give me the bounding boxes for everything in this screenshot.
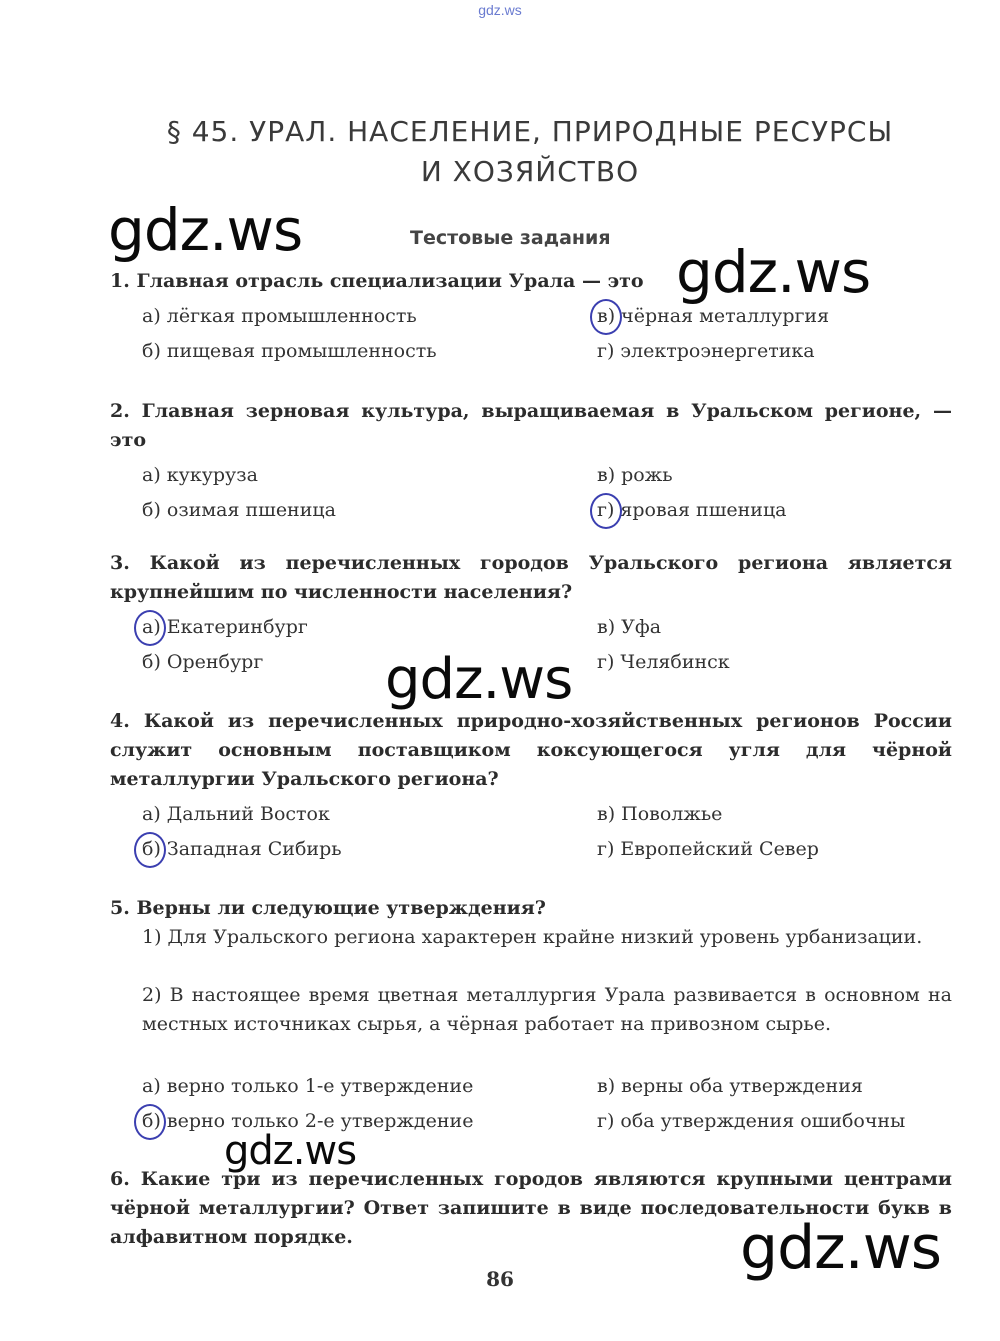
option-3g[interactable]: г) Челябинск [597, 651, 730, 673]
option-4a[interactable]: а) Дальний Восток [142, 803, 330, 825]
option-2b[interactable]: б) озимая пшеница [142, 499, 336, 521]
watermark: gdz.ws [108, 196, 303, 264]
page-number: 86 [486, 1267, 514, 1291]
question-2: 2. Главная зерновая культура, выращиваемая в Уральском регионе, — это [110, 400, 952, 451]
question-1: 1. Главная отрасль специализации Урала — это [110, 270, 644, 292]
option-3v[interactable]: в) Уфа [597, 616, 662, 638]
option-4v[interactable]: в) Поволжье [597, 803, 723, 825]
top-watermark: gdz.ws [478, 2, 522, 18]
title-line-2: И ХОЗЯЙСТВО [420, 155, 640, 188]
option-4g[interactable]: г) Европейский Север [597, 838, 819, 860]
option-1g[interactable]: г) электроэнергетика [597, 340, 815, 362]
option-3a[interactable]: а) Екатеринбург [142, 616, 308, 638]
question-4: 4. Какой из перечисленных природно-хозяйственных регионов России служит основным поставщиком коксующегося угля для чёрной металлургии Уральского региона? [110, 710, 952, 790]
option-1a[interactable]: а) лёгкая промышленность [142, 305, 417, 327]
watermark: gdz.ws [676, 238, 871, 306]
question-6: 6. Какие три из перечисленных городов являются крупными центрами чёрной металлургии? Ответ запишите в виде последовательности букв в алфавитном порядке. [110, 1168, 952, 1248]
option-3b[interactable]: б) Оренбург [142, 651, 264, 673]
answer-circle-mark [134, 832, 166, 868]
title-line-1: § 45. УРАЛ. НАСЕЛЕНИЕ, ПРИРОДНЫЕ РЕСУРСЫ [166, 115, 894, 148]
option-5b[interactable]: б) верно только 2-е утверждение [142, 1110, 474, 1132]
question-3: 3. Какой из перечисленных городов Уральского региона является крупнейшим по численности населения? [110, 552, 952, 603]
page-title [100, 112, 960, 192]
option-1b[interactable]: б) пищевая промышленность [142, 340, 437, 362]
statement-1: 1) Для Уральского региона характерен крайне низкий уровень урбанизации. [142, 926, 923, 948]
statement-2: 2) В настоящее время цветная металлургия Урала развивается в основном на местных источниках сырья, а чёрная работает на привозном сырье. [142, 984, 952, 1035]
answer-circle-mark [590, 493, 622, 529]
answer-circle-mark [590, 299, 622, 335]
answer-circle-mark [134, 610, 166, 646]
option-5g[interactable]: г) оба утверждения ошибочны [597, 1110, 906, 1132]
option-2v[interactable]: в) рожь [597, 464, 673, 486]
option-2a[interactable]: а) кукуруза [142, 464, 258, 486]
option-4b[interactable]: б) Западная Сибирь [142, 838, 342, 860]
section-subtitle: Тестовые задания [410, 227, 611, 249]
option-1v[interactable]: в) чёрная металлургия [597, 305, 830, 327]
question-5: 5. Верны ли следующие утверждения? [110, 897, 546, 919]
option-5a[interactable]: а) верно только 1-е утверждение [142, 1075, 474, 1097]
watermark: gdz.ws [224, 1128, 357, 1174]
watermark: gdz.ws [740, 1213, 942, 1283]
watermark: gdz.ws [385, 647, 573, 712]
option-5v[interactable]: в) верны оба утверждения [597, 1075, 863, 1097]
option-2g[interactable]: г) яровая пшеница [597, 499, 787, 521]
answer-circle-mark [134, 1104, 166, 1140]
